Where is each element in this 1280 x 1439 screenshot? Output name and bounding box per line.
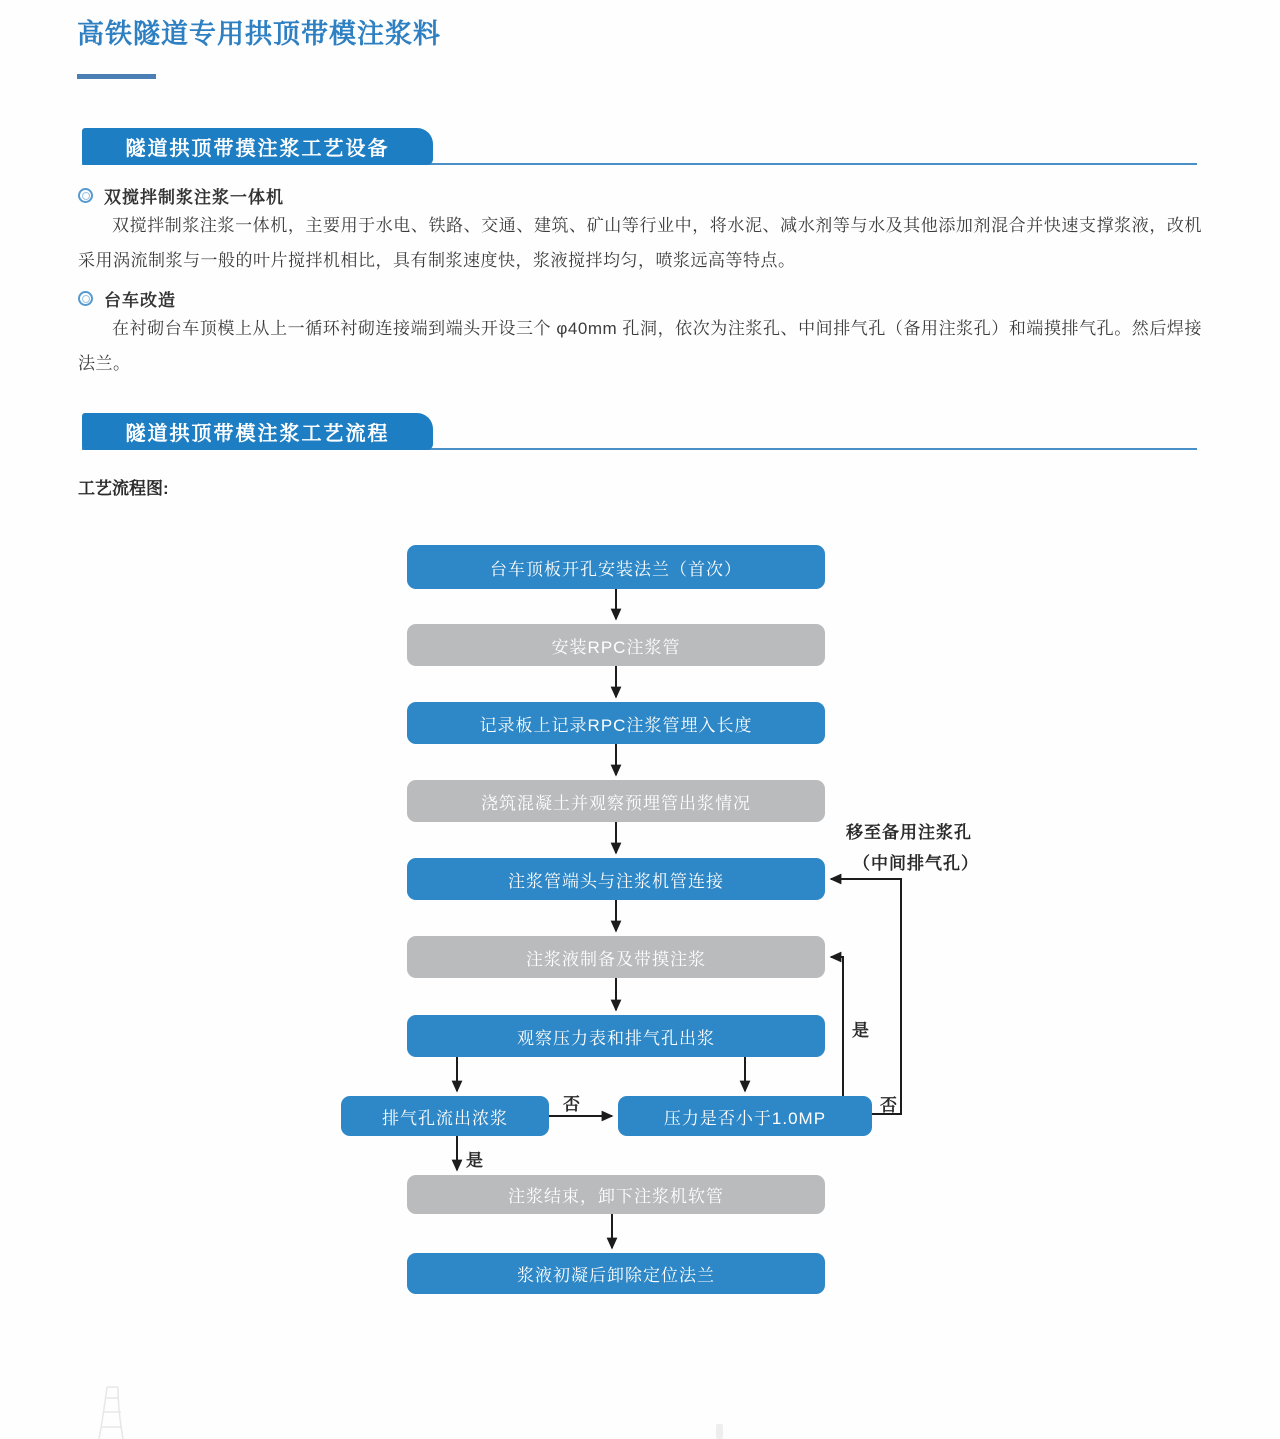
title-underline bbox=[77, 74, 156, 79]
flow-diagram-label: 工艺流程图: bbox=[78, 479, 169, 498]
flow-node-pour-concrete: 浇筑混凝土并观察预埋管出浆情况 bbox=[407, 780, 825, 822]
loop-annotation-line2: （中间排气孔） bbox=[853, 854, 979, 873]
flow-node-observe-pressure: 观察压力表和排气孔出浆 bbox=[407, 1015, 825, 1057]
bullet-item bbox=[78, 183, 284, 208]
edge-label-no-loop: 否 bbox=[880, 1096, 897, 1115]
section-banner-equipment: 隧道拱顶带摸注浆工艺设备 bbox=[82, 128, 433, 165]
flow-node-connect-pipe: 注浆管端头与注浆机管连接 bbox=[407, 858, 825, 900]
ring-bullet-icon bbox=[78, 188, 93, 203]
section-banner-process: 隧道拱顶带模注浆工艺流程 bbox=[82, 413, 433, 450]
footer-mark bbox=[716, 1424, 723, 1439]
flow-node-prepare-grout: 注浆液制备及带摸注浆 bbox=[407, 936, 825, 978]
flow-node-install-flange: 台车顶板开孔安装法兰（首次） bbox=[407, 545, 825, 589]
flow-node-pressure-check: 压力是否小于1.0MP bbox=[618, 1096, 872, 1136]
bullet-heading: 双搅拌制浆注浆一体机 bbox=[104, 188, 284, 207]
ring-bullet-icon bbox=[78, 291, 93, 306]
flow-node-vent-thick-grout: 排气孔流出浓浆 bbox=[341, 1096, 549, 1136]
paragraph: 双搅拌制浆注浆一体机，主要用于水电、铁路、交通、建筑、矿山等行业中，将水泥、减水剂等与水及其他添加剂混合并快速支撑浆液，改机采用涡流制浆与一般的叶片搅拌机相比，具有制浆速度快，浆液搅拌均匀，喷浆远高等特点。 bbox=[78, 216, 1202, 270]
page-title: 高铁隧道专用拱顶带模注浆料 bbox=[77, 19, 441, 49]
edge-label-no: 否 bbox=[563, 1095, 580, 1114]
flow-node-end-grouting: 注浆结束，卸下注浆机软管 bbox=[407, 1175, 825, 1214]
flow-node-remove-flange: 浆液初凝后卸除定位法兰 bbox=[407, 1253, 825, 1294]
bullet-heading: 台车改造 bbox=[104, 291, 176, 310]
loop-annotation-line1: 移至备用注浆孔 bbox=[846, 823, 972, 842]
arrow-8-4-no-loop bbox=[831, 879, 901, 1114]
edge-label-yes-loop: 是 bbox=[852, 1021, 869, 1040]
flow-node-install-rpc-pipe: 安装RPC注浆管 bbox=[407, 624, 825, 666]
edge-label-yes: 是 bbox=[466, 1151, 483, 1170]
arrow-8-5-yes-loop bbox=[831, 957, 843, 1096]
paragraph: 在衬砌台车顶模上从上一循环衬砌连接端到端头开设三个 φ40mm 孔洞，依次为注浆孔、中间排气孔（备用注浆孔）和端摸排气孔。然后焊接法兰。 bbox=[78, 319, 1202, 373]
flow-node-record-length: 记录板上记录RPC注浆管埋入长度 bbox=[407, 702, 825, 744]
bullet-item bbox=[78, 286, 176, 311]
